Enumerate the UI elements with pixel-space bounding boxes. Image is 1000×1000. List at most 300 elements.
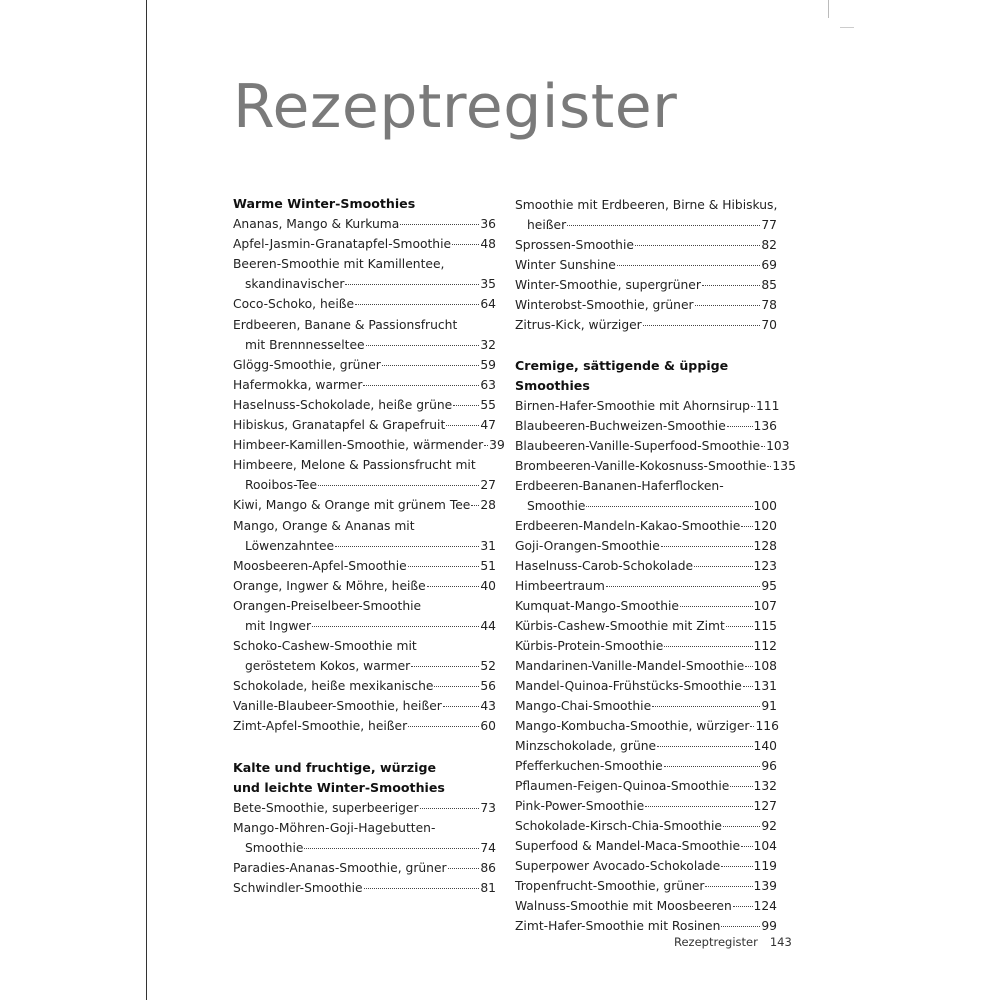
entry-text: Moosbeeren-Apfel-Smoothie — [233, 558, 407, 573]
index-entry — [515, 436, 790, 456]
dot-leader — [643, 325, 761, 326]
dot-leader — [733, 906, 753, 907]
entry-text: Kürbis-Cashew-Smoothie mit Zimt — [515, 619, 725, 633]
index-entry — [515, 255, 777, 275]
dot-leader — [767, 466, 771, 467]
entry-text: Apfel-Jasmin-Granatapfel-Smoothie — [233, 237, 452, 252]
entry-text: Himbeer-Kamillen-Smoothie, wärmender — [233, 438, 484, 453]
index-entry — [515, 916, 777, 936]
entry-page-number: 135 — [772, 459, 796, 473]
entry-page-number: 136 — [753, 419, 777, 433]
section-heading: Kalte und fruchtige, würzige — [233, 759, 437, 775]
entry-text: Kürbis-Protein-Smoothie — [515, 639, 664, 653]
entry-line — [515, 856, 777, 876]
index-entry — [515, 596, 777, 616]
index-entry — [233, 596, 496, 636]
dot-leader — [363, 385, 479, 386]
dot-leader — [355, 304, 479, 305]
entry-text: Birnen-Hafer-Smoothie mit Ahornsirup — [515, 399, 750, 413]
entry-page-number: 56 — [480, 679, 496, 694]
entry-line — [233, 576, 496, 596]
entry-text: Smoothie mit Erdbeeren, Birne & Hibiskus, — [515, 198, 778, 212]
entry-page-number: 116 — [755, 719, 779, 733]
index-entry — [233, 798, 496, 818]
dot-leader — [400, 224, 479, 225]
entry-continuation-line — [233, 475, 496, 495]
entry-continuation-line — [233, 274, 496, 294]
entry-page-number: 73 — [480, 800, 496, 815]
index-entry — [233, 395, 496, 415]
section-heading: Cremige, sättigende & üppige Smoothies — [515, 358, 729, 393]
entry-page-number: 92 — [761, 819, 777, 833]
section-gap — [515, 335, 777, 356]
dot-leader — [741, 846, 752, 847]
index-entry — [515, 295, 777, 315]
entry-text: Erdbeeren, Banane & Passionsfrucht — [233, 317, 458, 332]
entry-page-number: 40 — [480, 578, 496, 593]
entry-page-number: 111 — [755, 399, 780, 413]
entry-line — [515, 636, 777, 656]
index-entry — [233, 676, 496, 696]
entry-text: Winterobst-Smoothie, grüner — [515, 298, 694, 312]
page-footer — [674, 935, 792, 949]
dot-leader — [741, 526, 752, 527]
entry-text: Superfood & Mandel-Maca-Smoothie — [515, 839, 741, 853]
entry-text: skandinavischer — [245, 277, 345, 292]
entry-text: Himbeertraum — [515, 579, 605, 593]
index-entry — [515, 736, 777, 756]
index-entry — [515, 756, 777, 776]
dot-leader — [680, 606, 753, 607]
index-entry — [233, 355, 496, 375]
entry-line — [233, 375, 496, 395]
entry-page-number: 91 — [761, 699, 777, 713]
entry-page-number: 69 — [761, 258, 777, 272]
entry-page-number: 131 — [753, 679, 777, 693]
entry-page-number: 77 — [761, 218, 777, 232]
entry-line — [515, 796, 777, 816]
dot-leader — [745, 666, 752, 667]
dot-leader — [652, 706, 760, 707]
entry-text: Schwindler-Smoothie — [233, 881, 363, 896]
dot-leader — [702, 285, 760, 286]
crop-mark — [840, 27, 854, 28]
entry-line — [233, 495, 496, 515]
entry-page-number: 100 — [753, 499, 777, 513]
entry-text: Smoothie — [527, 499, 586, 513]
entry-text: Hibiskus, Granatapfel & Grapefruit — [233, 418, 446, 433]
dot-leader — [364, 888, 480, 889]
index-entry — [233, 636, 496, 676]
dot-leader — [366, 345, 480, 346]
index-entry — [515, 896, 777, 916]
index-entry — [515, 816, 777, 836]
dot-leader — [721, 926, 760, 927]
entry-text: Mango-Kombucha-Smoothie, würziger — [515, 719, 750, 733]
entry-text: Brombeeren-Vanille-Kokosnuss-Smoothie — [515, 459, 767, 473]
entry-page-number: 127 — [753, 799, 777, 813]
entry-text: Schoko-Cashew-Smoothie mit — [233, 639, 417, 654]
index-entry — [233, 495, 496, 515]
index-entry — [233, 516, 496, 556]
index-entry — [515, 396, 780, 416]
dot-leader — [427, 586, 480, 587]
entry-page-number: 132 — [753, 779, 777, 793]
entry-text: Sprossen-Smoothie — [515, 238, 634, 252]
entry-text: Pink-Power-Smoothie — [515, 799, 645, 813]
entry-page-number: 108 — [753, 659, 777, 673]
entry-page-number: 119 — [753, 859, 777, 873]
index-entry — [515, 716, 777, 736]
entry-page-number: 36 — [480, 217, 496, 232]
entry-text: Kumquat-Mango-Smoothie — [515, 599, 679, 613]
entry-text: Haselnuss-Schokolade, heiße grüne — [233, 397, 453, 412]
dot-leader — [434, 686, 479, 687]
index-entry — [233, 576, 496, 596]
index-entry — [233, 254, 496, 294]
entry-text: Schokolade, heiße mexikanische — [233, 679, 434, 694]
section-heading: Warme Winter-Smoothies — [233, 196, 416, 211]
entry-line — [233, 818, 496, 838]
index-entry — [515, 836, 777, 856]
entry-text: Schokolade-Kirsch-Chia-Smoothie — [515, 819, 722, 833]
index-entry — [233, 556, 496, 576]
entry-continuation-line — [233, 616, 496, 636]
entry-text: Zimt-Apfel-Smoothie, heißer — [233, 719, 408, 734]
dot-leader — [705, 886, 752, 887]
entry-text: Ananas, Mango & Kurkuma — [233, 217, 400, 232]
entry-page-number: 139 — [753, 879, 777, 893]
entry-page-number: 70 — [761, 318, 777, 332]
entry-page-number: 78 — [761, 298, 777, 312]
dot-leader — [420, 808, 480, 809]
entry-text: Winter Sunshine — [515, 258, 616, 272]
dot-leader — [452, 244, 479, 245]
dot-leader — [694, 566, 752, 567]
entry-text: Erdbeeren-Bananen-Haferflocken- — [515, 479, 724, 493]
index-entry — [515, 796, 777, 816]
dot-leader — [723, 826, 760, 827]
index-entry — [233, 315, 496, 355]
entry-page-number: 48 — [480, 237, 496, 252]
entry-text: Minzschokolade, grüne — [515, 739, 657, 753]
index-entry — [515, 636, 777, 656]
entry-line — [515, 776, 777, 796]
entry-text: Löwenzahntee — [245, 538, 335, 553]
entry-text: Rooibos-Tee — [245, 478, 318, 493]
dot-leader — [606, 586, 761, 587]
dot-leader — [726, 626, 753, 627]
entry-line — [515, 596, 777, 616]
dot-leader — [304, 848, 479, 849]
entry-line — [515, 676, 777, 696]
entry-line — [515, 195, 777, 215]
entry-page-number: 123 — [753, 559, 777, 573]
entry-page-number: 104 — [753, 839, 777, 853]
index-entry — [515, 315, 777, 335]
entry-line — [515, 616, 777, 636]
entry-line — [233, 716, 496, 736]
entry-line — [515, 576, 777, 596]
entry-page-number: 39 — [489, 438, 505, 453]
entry-line — [515, 416, 777, 436]
entry-page-number: 99 — [761, 919, 777, 933]
entry-text: Kiwi, Mango & Orange mit grünem Tee — [233, 498, 471, 513]
index-entry — [515, 696, 777, 716]
entry-line — [233, 234, 496, 254]
entry-line — [233, 315, 496, 335]
index-entry — [515, 476, 777, 516]
entry-text: Blaubeeren-Buchweizen-Smoothie — [515, 419, 726, 433]
entry-page-number: 55 — [480, 397, 496, 412]
entry-page-number: 74 — [480, 840, 496, 855]
index-entry — [515, 656, 777, 676]
entry-text: Paradies-Ananas-Smoothie, grüner — [233, 861, 447, 875]
entry-line — [233, 395, 496, 415]
index-entry — [233, 294, 496, 314]
entry-text: mit Brennnesseltee — [245, 337, 365, 352]
dot-leader — [408, 726, 479, 727]
entry-line — [515, 235, 777, 255]
index-entry — [233, 435, 505, 455]
entry-text: Himbeere, Melone & Passionsfrucht mit — [233, 458, 476, 473]
entry-page-number: 85 — [761, 278, 777, 292]
entry-line — [515, 295, 777, 315]
index-entry — [515, 616, 777, 636]
entry-page-number: 52 — [480, 659, 496, 674]
page-number: 143 — [769, 935, 792, 949]
entry-text: Superpower Avocado-Schokolade — [515, 859, 721, 873]
dot-leader — [645, 806, 752, 807]
entry-line — [233, 435, 505, 455]
entry-line — [233, 798, 496, 818]
dot-leader — [453, 405, 479, 406]
index-entry — [233, 696, 496, 716]
entry-page-number: 82 — [761, 238, 777, 252]
entry-page-number: 96 — [761, 759, 777, 773]
entry-line — [515, 275, 777, 295]
dot-leader — [411, 666, 479, 667]
dot-leader — [664, 646, 752, 647]
entry-page-number: 103 — [766, 439, 790, 453]
section-heading: und leichte Winter-Smoothies — [233, 779, 445, 795]
entry-text: heißer — [527, 218, 567, 232]
entry-text: Bete-Smoothie, superbeeriger — [233, 800, 419, 815]
dot-leader — [761, 446, 765, 447]
entry-text: Mandarinen-Vanille-Mandel-Smoothie — [515, 659, 745, 673]
entry-text: Beeren-Smoothie mit Kamillentee, — [233, 257, 445, 272]
entry-page-number: 44 — [480, 618, 496, 633]
entry-continuation-line — [515, 215, 777, 235]
entry-line — [515, 896, 777, 916]
entry-text: Orange, Ingwer & Möhre, heiße — [233, 578, 426, 593]
entry-page-number: 63 — [480, 377, 496, 392]
entry-line — [515, 456, 796, 476]
dot-leader — [586, 506, 752, 507]
entry-line — [233, 294, 496, 314]
entry-text: Haselnuss-Carob-Schokolade — [515, 559, 694, 573]
entry-line — [233, 556, 496, 576]
index-entry — [515, 876, 777, 896]
entry-page-number: 27 — [480, 478, 496, 493]
entry-line — [233, 858, 496, 878]
entry-page-number: 128 — [753, 539, 777, 553]
entry-text: Vanille-Blaubeer-Smoothie, heißer — [233, 699, 442, 714]
entry-page-number: 81 — [480, 881, 496, 896]
entry-page-number: 95 — [761, 579, 777, 593]
index-entry — [515, 416, 777, 436]
entry-text: Blaubeeren-Vanille-Superfood-Smoothie — [515, 439, 761, 453]
entry-text: Winter-Smoothie, supergrüner — [515, 278, 701, 292]
entry-text: Erdbeeren-Mandeln-Kakao-Smoothie — [515, 519, 741, 533]
dot-leader — [657, 746, 752, 747]
entry-page-number: 31 — [480, 538, 496, 553]
index-entry — [515, 275, 777, 295]
entry-text: mit Ingwer — [245, 618, 312, 633]
index-entry — [515, 516, 777, 536]
dot-leader — [751, 406, 755, 407]
dot-leader — [335, 546, 479, 547]
entry-page-number: 43 — [480, 699, 496, 714]
entry-text: geröstetem Kokos, warmer — [245, 659, 411, 674]
entry-text: Coco-Schoko, heiße — [233, 297, 355, 312]
entry-text: Mango, Orange & Ananas mit — [233, 518, 415, 533]
dot-leader — [443, 706, 480, 707]
index-entry — [233, 818, 496, 858]
entry-page-number: 60 — [480, 719, 496, 734]
entry-line — [515, 696, 777, 716]
entry-line — [233, 355, 496, 375]
dot-leader — [567, 225, 760, 226]
dot-leader — [661, 546, 753, 547]
index-entry — [233, 716, 496, 736]
crop-mark — [828, 0, 829, 18]
index-entry — [515, 195, 777, 235]
dot-leader — [408, 566, 480, 567]
dot-leader — [617, 265, 761, 266]
entry-text: Mandel-Quinoa-Frühstücks-Smoothie — [515, 679, 742, 693]
entry-line — [233, 596, 496, 616]
dot-leader — [484, 445, 488, 446]
footer-label: Rezeptregister — [674, 935, 758, 949]
entry-text: Zimt-Hafer-Smoothie mit Rosinen — [515, 919, 721, 933]
entry-line — [515, 736, 777, 756]
entry-text: Tropenfrucht-Smoothie, grüner — [515, 879, 705, 893]
index-entry — [515, 456, 796, 476]
dot-leader — [446, 425, 479, 426]
entry-text: Orangen-Preiselbeer-Smoothie — [233, 598, 422, 613]
entry-line — [515, 756, 777, 776]
entry-line — [515, 476, 777, 496]
entry-line — [233, 696, 496, 716]
index-entry — [233, 858, 496, 878]
index-entry — [515, 576, 777, 596]
entry-page-number: 59 — [480, 357, 496, 372]
entry-text: Hafermokka, warmer — [233, 377, 363, 392]
index-entry — [515, 536, 777, 556]
entry-text: Mango-Möhren-Goji-Hagebutten- — [233, 820, 436, 835]
index-column-right — [515, 195, 796, 936]
entry-line — [515, 816, 777, 836]
entry-line — [515, 396, 780, 416]
dot-leader — [318, 485, 479, 486]
entry-page-number: 115 — [753, 619, 777, 633]
entry-text: Smoothie — [245, 840, 304, 855]
entry-line — [515, 716, 777, 736]
entry-text: Pflaumen-Feigen-Quinoa-Smoothie — [515, 779, 730, 793]
entry-line — [233, 214, 496, 234]
entry-line — [515, 656, 777, 676]
entry-text: Zitrus-Kick, würziger — [515, 318, 642, 332]
index-entry — [233, 455, 496, 495]
dot-leader — [345, 284, 479, 285]
dot-leader — [695, 305, 761, 306]
entry-line — [233, 878, 496, 898]
dot-leader — [750, 726, 754, 727]
dot-leader — [312, 626, 479, 627]
section-gap — [233, 737, 496, 758]
dot-leader — [743, 686, 753, 687]
entry-page-number: 64 — [480, 297, 496, 312]
dot-leader — [730, 786, 752, 787]
index-entry — [515, 776, 777, 796]
page-spine — [146, 0, 147, 1000]
dot-leader — [635, 245, 760, 246]
entry-text: Glögg-Smoothie, grüner — [233, 357, 381, 372]
entry-continuation-line — [233, 335, 496, 355]
entry-text: Mango-Chai-Smoothie — [515, 699, 652, 713]
dot-leader — [471, 505, 479, 506]
entry-text: Pfefferkuchen-Smoothie — [515, 759, 663, 773]
entry-page-number: 28 — [480, 498, 496, 513]
index-entry — [233, 878, 496, 898]
entry-line — [515, 876, 777, 896]
entry-continuation-line — [233, 536, 496, 556]
entry-text: Walnuss-Smoothie mit Moosbeeren — [515, 899, 732, 913]
dot-leader — [721, 866, 752, 867]
entry-line — [233, 415, 496, 435]
dot-leader — [382, 365, 480, 366]
entry-line — [515, 916, 777, 936]
index-entry — [233, 234, 496, 254]
entry-line — [515, 436, 790, 456]
entry-line — [515, 536, 777, 556]
entry-page-number: 47 — [480, 418, 496, 433]
entry-page-number: 107 — [753, 599, 777, 613]
entry-page-number: 32 — [480, 337, 496, 352]
index-entry — [515, 856, 777, 876]
entry-page-number: 112 — [753, 639, 777, 653]
entry-continuation-line — [233, 656, 496, 676]
dot-leader — [664, 766, 761, 767]
entry-page-number: 35 — [480, 277, 496, 292]
index-entry — [233, 214, 496, 234]
index-column-left — [233, 194, 505, 898]
index-entry — [233, 375, 496, 395]
entry-line — [515, 836, 777, 856]
entry-line — [233, 636, 496, 656]
dot-leader — [727, 426, 753, 427]
entry-line — [233, 676, 496, 696]
entry-line — [233, 254, 496, 274]
entry-line — [515, 556, 777, 576]
entry-line — [233, 516, 496, 536]
entry-line — [233, 455, 496, 475]
page-title: Rezeptregister — [233, 72, 678, 142]
index-entry — [515, 556, 777, 576]
entry-page-number: 120 — [753, 519, 777, 533]
entry-page-number: 124 — [753, 899, 777, 913]
